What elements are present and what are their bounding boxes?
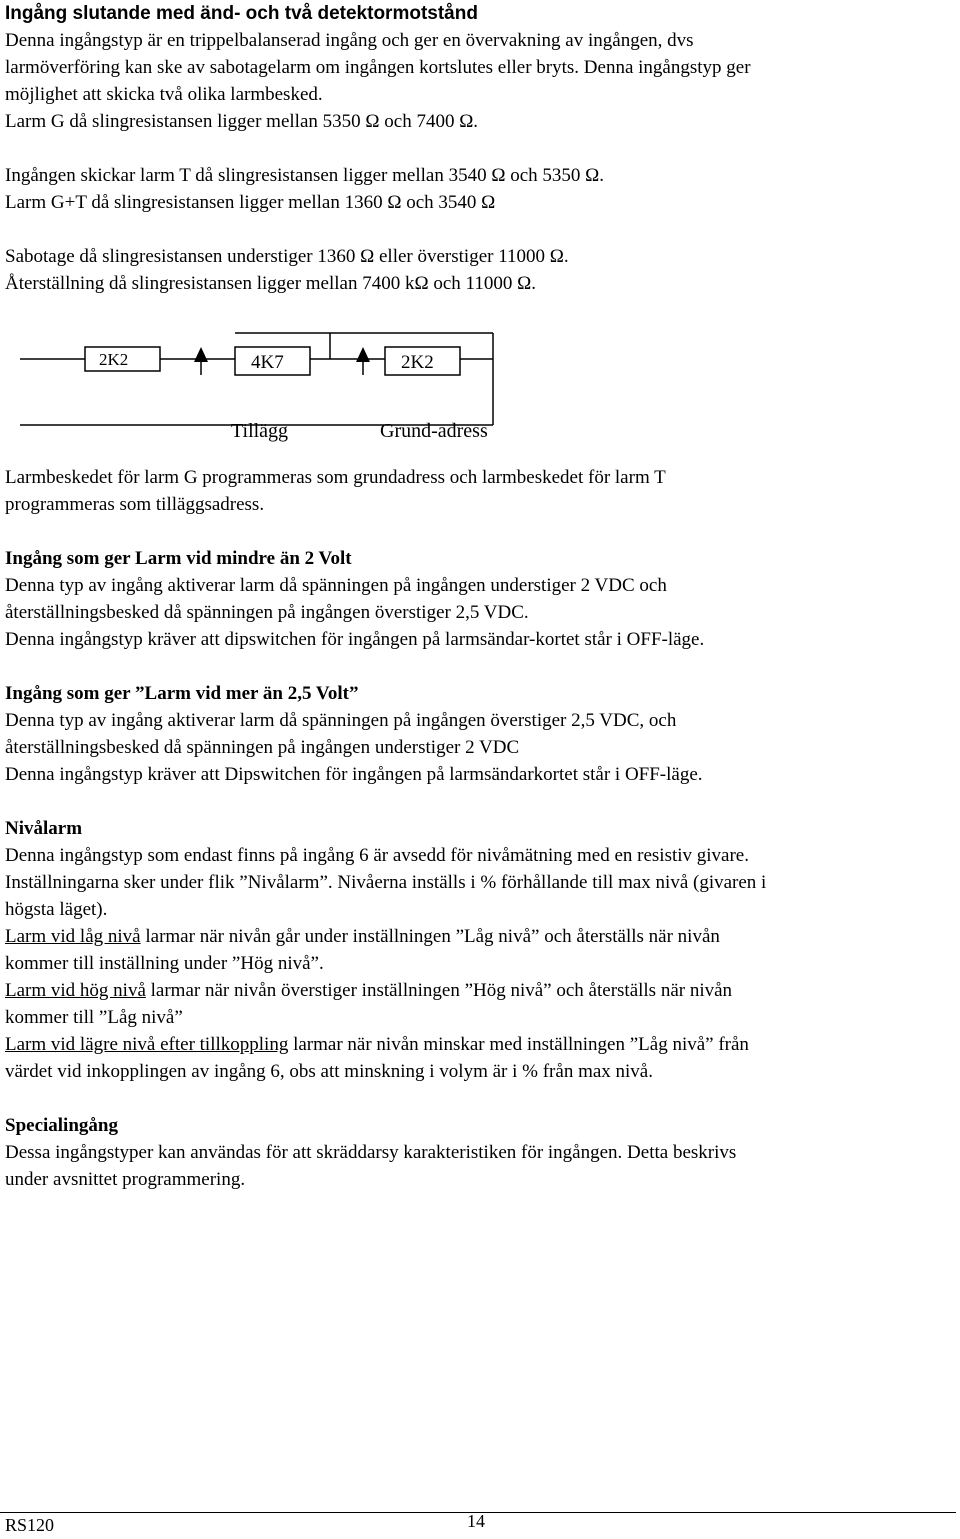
paragraph-line bbox=[5, 1031, 953, 1058]
spacer bbox=[5, 788, 953, 815]
paragraph-line bbox=[5, 977, 953, 1004]
section-title: Ingång som ger ”Larm vid mer än 2,5 Volt” bbox=[5, 683, 359, 704]
paragraph-line: Inställningarna sker under flik ”Nivålarm”. Nivåerna inställs i % förhållande till max nivå (givaren i bbox=[5, 872, 767, 893]
paragraph-line: Ingången skickar larm T då slingresistansen ligger mellan 3540 Ω och 5350 Ω. bbox=[5, 165, 604, 186]
resistor-label-left: 2K2 bbox=[99, 350, 129, 369]
paragraph-line: möjlighet att skicka två olika larmbesked. bbox=[5, 84, 323, 105]
section-title: Ingång slutande med änd- och två detektormotstånd bbox=[5, 3, 478, 24]
term-low-level: Larm vid låg nivå bbox=[5, 926, 141, 947]
detector-right-arrow bbox=[356, 347, 370, 362]
spacer bbox=[5, 135, 953, 162]
label-tillagg: Tillägg bbox=[231, 420, 289, 442]
page-footer bbox=[0, 1508, 960, 1535]
paragraph-line: återställningsbesked då spänningen på ingången understiger 2 VDC bbox=[5, 737, 520, 758]
paragraph-line: Sabotage då slingresistansen understiger 1360 Ω eller överstiger 11000 Ω. bbox=[5, 246, 569, 267]
paragraph-line: Dessa ingångstyper kan användas för att skräddarsy karakteristiken för ingången. Detta beskrivs bbox=[5, 1142, 737, 1163]
section-title: Nivålarm bbox=[5, 818, 83, 839]
paragraph-line: programmeras som tilläggsadress. bbox=[5, 494, 265, 515]
paragraph-line: Larm G då slingresistansen ligger mellan 5350 Ω och 7400 Ω. bbox=[5, 111, 479, 132]
paragraph-line: återställningsbesked då spänningen på ingången överstiger 2,5 VDC. bbox=[5, 602, 529, 623]
resistor-label-mid: 4K7 bbox=[251, 352, 284, 373]
resistor-circuit-diagram bbox=[5, 307, 953, 467]
resistor-label-right: 2K2 bbox=[401, 352, 434, 373]
term-high-level: Larm vid hög nivå bbox=[5, 980, 146, 1001]
spacer bbox=[5, 653, 953, 680]
paragraph-line: Återställning då slingresistansen ligger mellan 7400 kΩ och 11000 Ω. bbox=[5, 273, 536, 294]
paragraph-line: kommer till inställning under ”Hög nivå”. bbox=[5, 953, 324, 974]
term-text: larmar när nivån går under inställningen ”Låg nivå” och återställs när nivån bbox=[140, 926, 720, 947]
paragraph-line: Denna typ av ingång aktiverar larm då spänningen på ingången understiger 2 VDC och bbox=[5, 575, 667, 596]
paragraph-line bbox=[5, 923, 953, 950]
paragraph-line: Larmbeskedet för larm G programmeras som grundadress och larmbeskedet för larm T bbox=[5, 467, 666, 488]
spacer bbox=[5, 1085, 953, 1112]
page-number: 14 bbox=[467, 1511, 485, 1531]
paragraph-line: larmöverföring kan ske av sabotagelarm om ingången kortslutes eller bryts. Denna ingångstyp ger bbox=[5, 57, 751, 78]
term-text: larmar när nivån minskar med inställningen ”Låg nivå” från bbox=[288, 1034, 749, 1055]
document-code: RS120 bbox=[5, 1515, 55, 1535]
term-text: larmar när nivån överstiger inställningen ”Hög nivå” och återställs när nivån bbox=[145, 980, 733, 1001]
paragraph-line: högsta läget). bbox=[5, 899, 108, 920]
paragraph-line: under avsnittet programmering. bbox=[5, 1169, 246, 1190]
paragraph-line: Denna ingångstyp som endast finns på ingång 6 är avsedd för nivåmätning med en resistiv givare. bbox=[5, 845, 749, 866]
paragraph-line: Larm G+T då slingresistansen ligger mellan 1360 Ω och 3540 Ω bbox=[5, 192, 496, 213]
term-lower-level: Larm vid lägre nivå efter tillkoppling bbox=[5, 1034, 289, 1055]
section-title: Specialingång bbox=[5, 1115, 118, 1136]
spacer bbox=[5, 216, 953, 243]
spacer bbox=[5, 518, 953, 545]
paragraph-line: Denna ingångstyp är en trippelbalanserad ingång och ger en övervakning av ingången, dvs bbox=[5, 30, 694, 51]
paragraph-line: värdet vid inkopplingen av ingång 6, obs att minskning i volym är i % från max nivå. bbox=[5, 1061, 653, 1082]
section-title: Ingång som ger Larm vid mindre än 2 Volt bbox=[5, 548, 352, 569]
paragraph-line: Denna ingångstyp kräver att Dipswitchen för ingången på larmsändarkortet står i OFF-läge. bbox=[5, 764, 703, 785]
label-grund-adress: Grund-adress bbox=[380, 420, 488, 442]
paragraph-line: Denna ingångstyp kräver att dipswitchen för ingången på larmsändar-kortet står i OFF-läge. bbox=[5, 629, 705, 650]
paragraph-line: kommer till ”Låg nivå” bbox=[5, 1007, 183, 1028]
circuit-svg bbox=[5, 307, 953, 467]
document-page bbox=[5, 0, 953, 1193]
paragraph-line: Denna typ av ingång aktiverar larm då spänningen på ingången överstiger 2,5 VDC, och bbox=[5, 710, 677, 731]
detector-left-arrow bbox=[194, 347, 208, 362]
